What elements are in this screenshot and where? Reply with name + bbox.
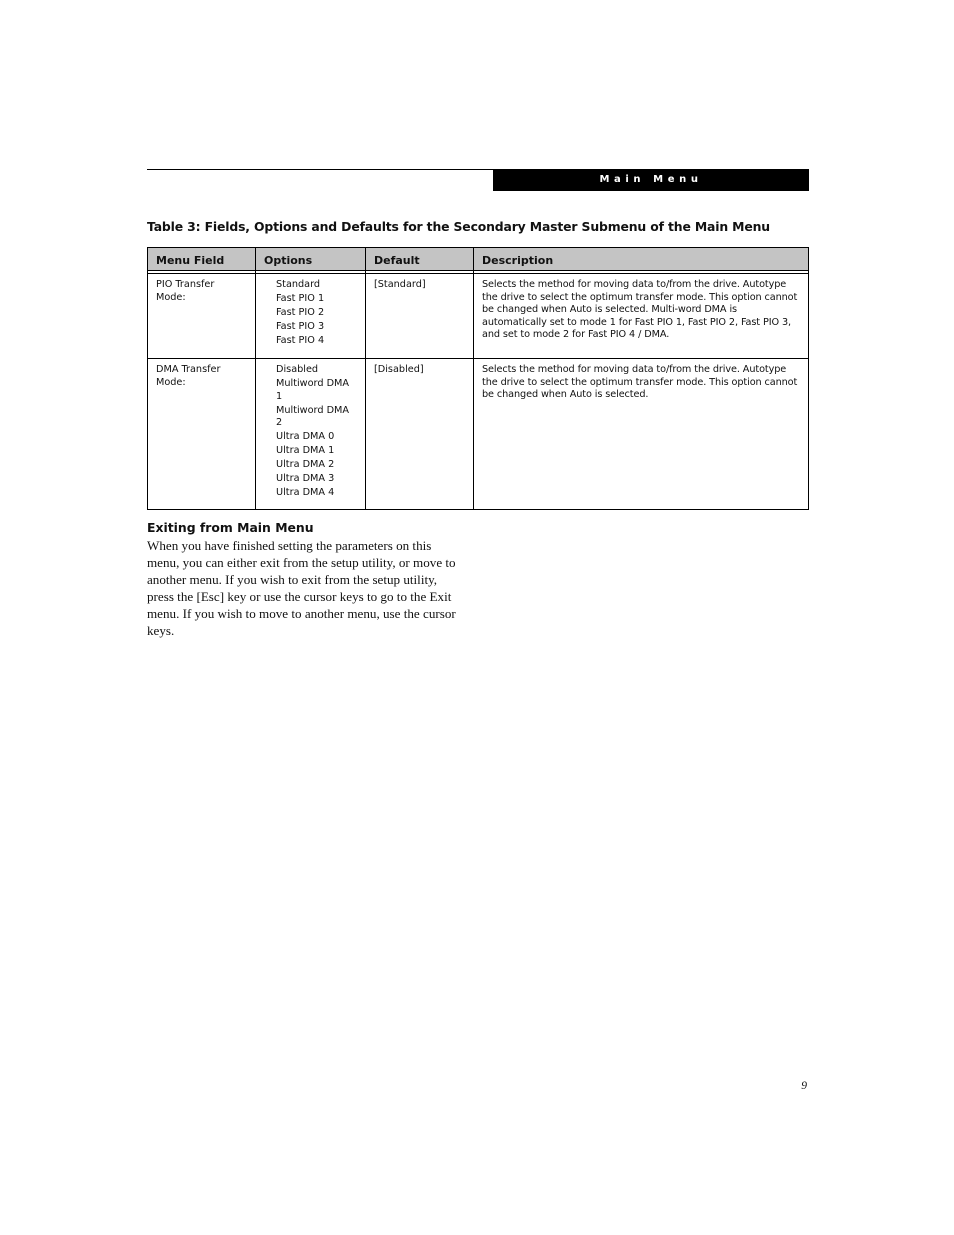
table-header-row [148, 248, 809, 271]
section-body-text: When you have finished setting the parameters on this menu, you can either exit from the setup utility, or move to another menu. If you wish to exit from the setup utility, press the [Esc] key or use the cursor keys to go to the Exit menu. If you wish to move to another menu, use the cursor keys. [147, 538, 456, 638]
default-cell: [Disabled] [366, 359, 474, 510]
option-item: Ultra DMA 4 [276, 487, 335, 499]
option-item: Fast PIO 1 [276, 292, 325, 304]
option-item: Fast PIO 4 [276, 334, 325, 346]
option-item: Multiword DMA 2 [276, 404, 350, 429]
option-item: Fast PIO 2 [276, 306, 325, 318]
option-item: Fast PIO 3 [276, 320, 325, 332]
table-title: Table 3: Fields, Options and Defaults for the Secondary Master Submenu of the Main Menu [147, 219, 770, 234]
options-cell [256, 274, 366, 359]
menu-field-cell: DMA Transfer Mode: [148, 359, 256, 510]
column-header-menu-field: Menu Field [148, 248, 256, 271]
menu-field-cell: PIO Transfer Mode: [148, 274, 256, 359]
column-header-default: Default [366, 248, 474, 271]
option-item: Multiword DMA 1 [276, 377, 350, 402]
option-item: Ultra DMA 1 [276, 445, 335, 457]
options-cell [256, 359, 366, 510]
option-item: Ultra DMA 2 [276, 459, 335, 471]
option-item: Ultra DMA 3 [276, 473, 335, 485]
section-heading: Exiting from Main Menu [147, 520, 314, 535]
description-cell: Selects the method for moving data to/from the drive. Autotype the drive to select the optimum transfer mode. This option cannot be changed when Auto is selected. Multi-word DMA is automatically set to mode 1 for Fast PIO 1, Fast PIO 2, Fast PIO 3, and set to mode 2 for Fast PIO 4 / DMA. [474, 274, 809, 359]
description-cell: Selects the method for moving data to/from the drive. Autotype the drive to select the optimum transfer mode. This option cannot be changed when Auto is selected. [474, 359, 809, 510]
option-item: Ultra DMA 0 [276, 431, 335, 443]
table-row [148, 274, 809, 359]
page-number: 9 [801, 1080, 807, 1092]
section-header-tab: Main Menu [493, 169, 809, 191]
default-cell: [Standard] [366, 274, 474, 359]
option-item: Disabled [276, 364, 319, 375]
option-item: Standard [276, 279, 321, 290]
table-row [148, 359, 809, 510]
column-header-options: Options [256, 248, 366, 271]
header-rule [147, 169, 493, 170]
options-table [147, 247, 809, 510]
column-header-description: Description [474, 248, 809, 271]
